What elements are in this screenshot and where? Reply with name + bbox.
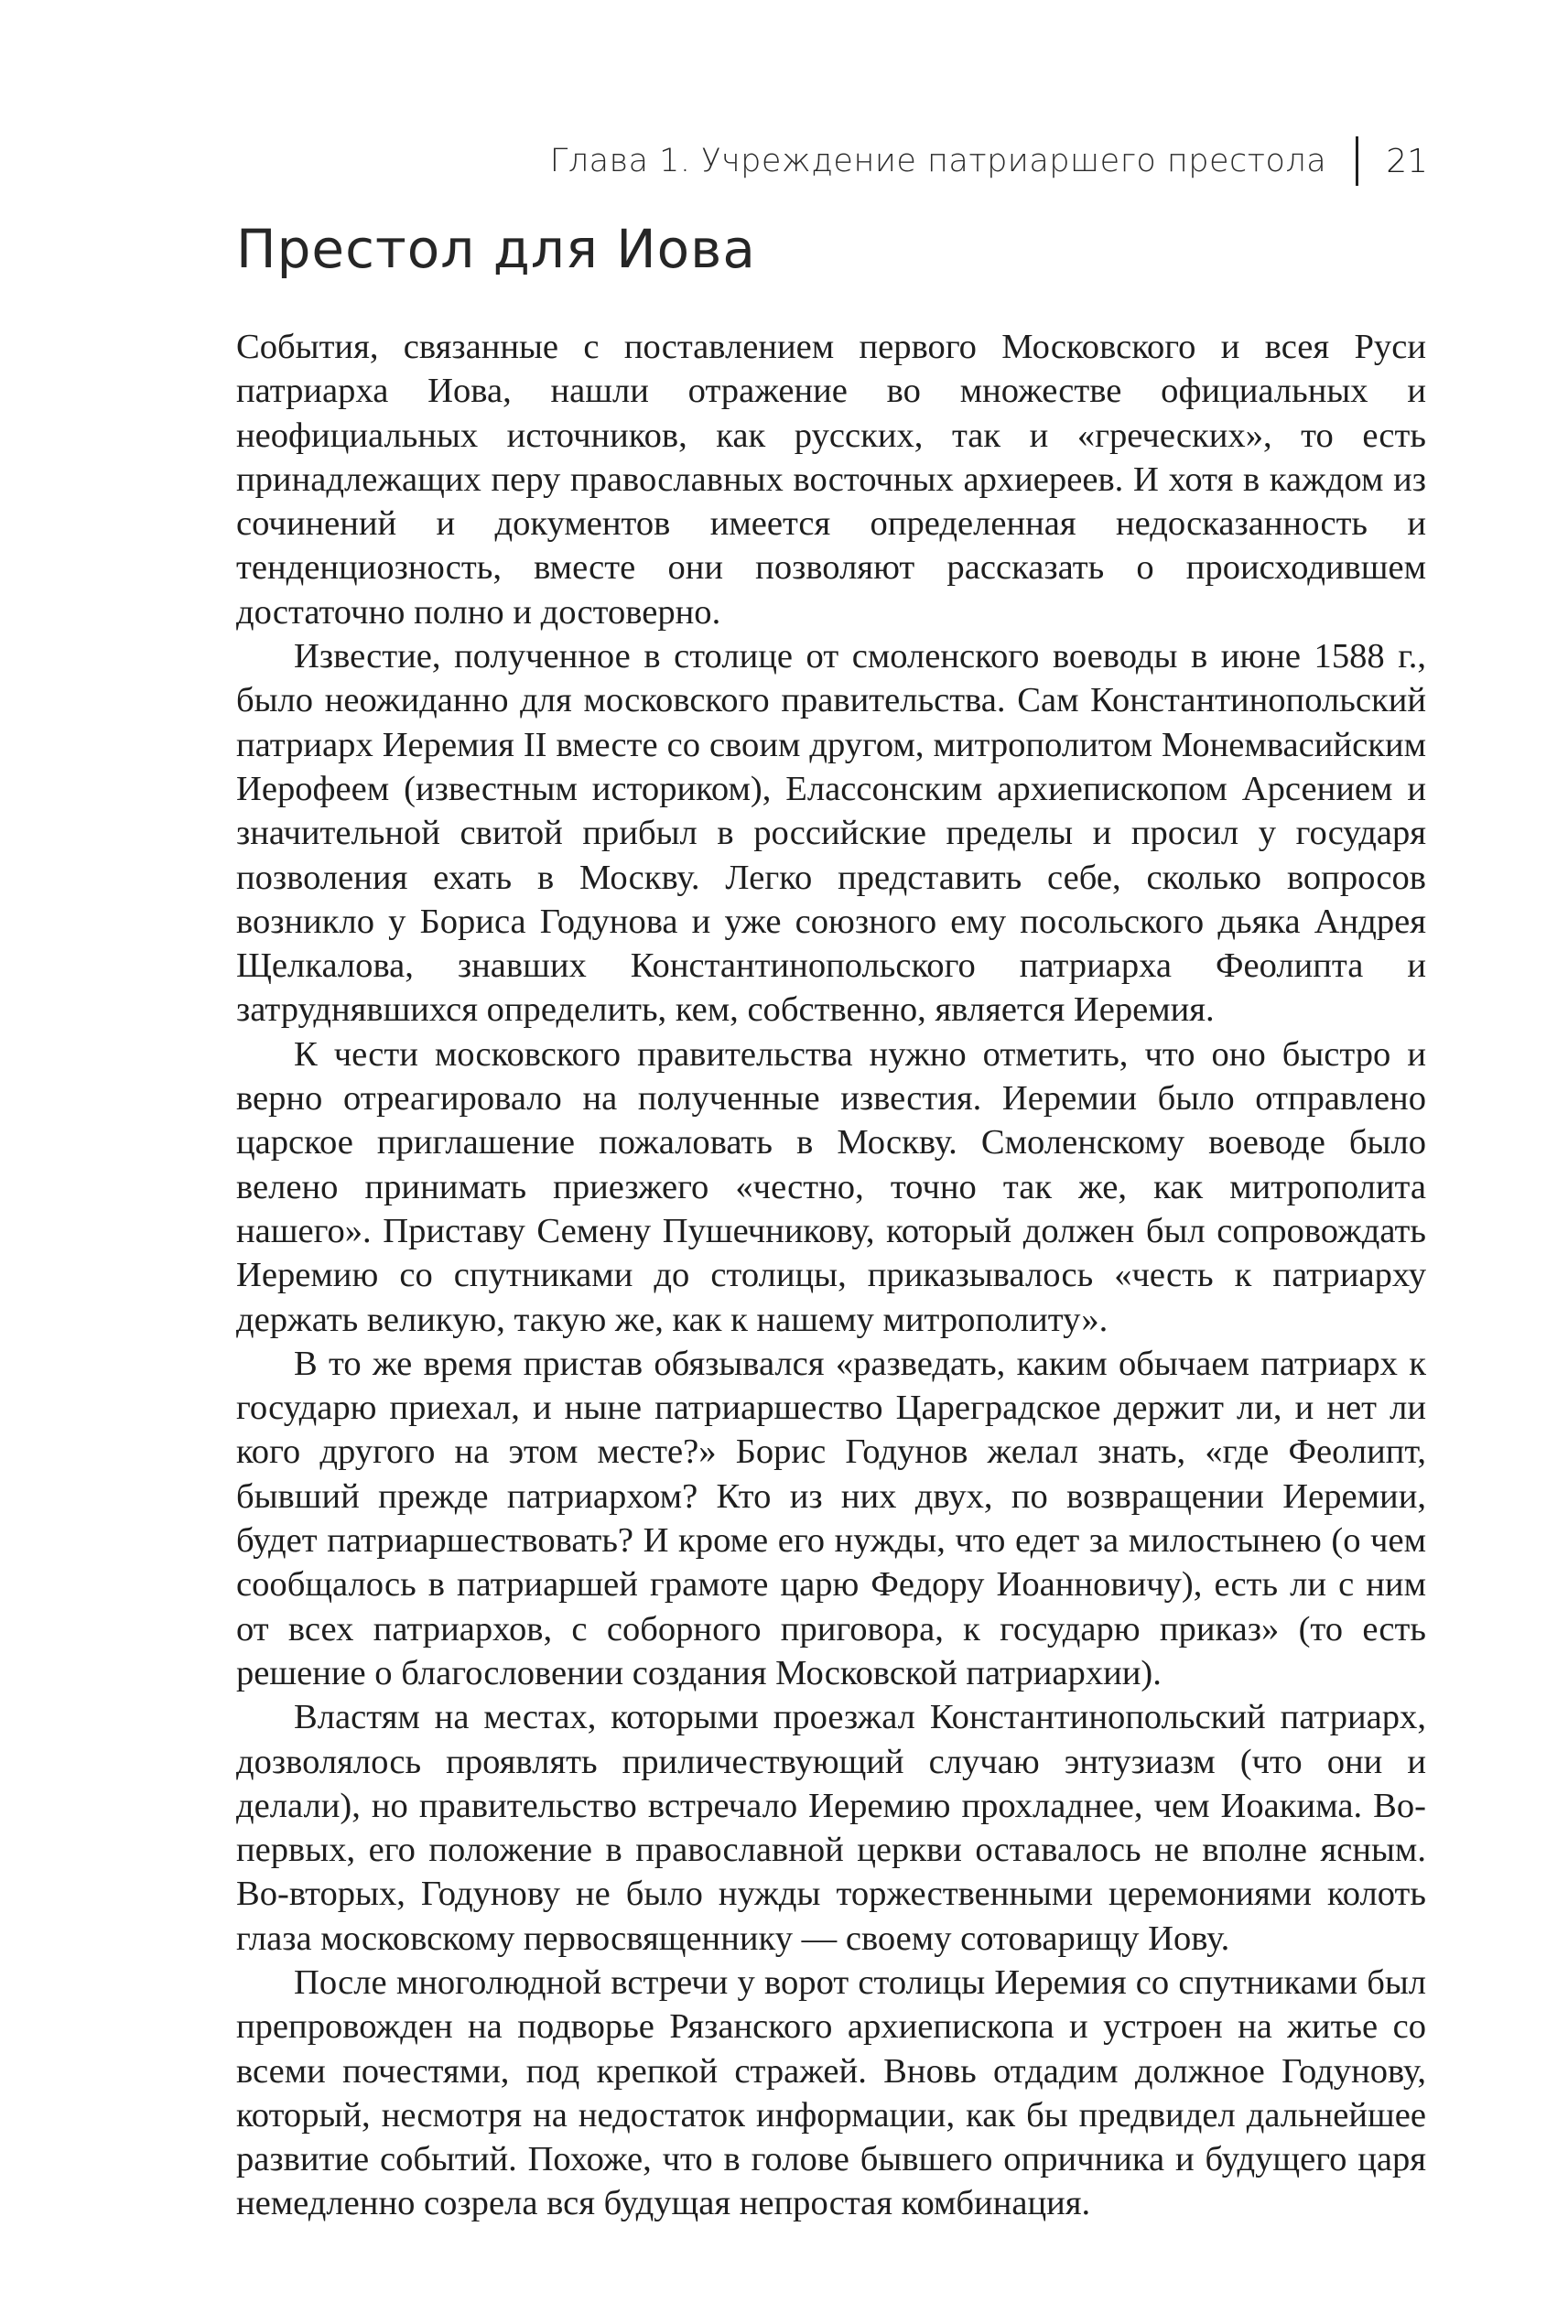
paragraph-4: В то же время пристав обязывался «разведать, каким обычаем патриарх к государю приехал, и ныне патриаршество Цареградское держит ли, и нет ли кого другого на этом месте?» Борис Годунов желал знать, «где Феолипт, бывший прежде патриархом? Кто из них двух, по возвращении Иеремии, будет патриаршествовать? И кроме его нужды, что едет за милостынею (о чем сообщалось в патриаршей грамоте царю Федору Иоанновичу), есть ли с ним от всех патриархов, с соборного приговора, к государю приказ» (то есть решение о благословении создания Московской патриархии). [236, 1344, 1426, 1692]
section-title: Престол для Иова [236, 218, 756, 280]
header-divider [1356, 136, 1358, 186]
running-head [549, 134, 1428, 189]
page-number: 21 [1386, 142, 1428, 180]
chapter-title: Глава 1. Учреждение патриаршего престола [549, 143, 1327, 179]
paragraph-2: Известие, полученное в столице от смоленского воеводы в июне 1588 г., было неожиданно для московского правительства. Сам Константинопольский патриарх Иеремия II вместе со своим другом, митрополитом Монемвасийским Иерофеем (известным историком), Елассонским архиепископом Арсением и значительной свитой прибыл в российские пределы и просил у государя позволения ехать в Москву. Легко представить себе, сколько вопросов возникло у Бориса Годунова и уже союзного ему посольского дьяка Андрея Щелкалова, знавших Константинопольского патриарха Феолипта и затруднявшихся определить, кем, собственно, является Иеремия. [236, 637, 1426, 1030]
body-text [236, 325, 1426, 2226]
paragraph-5: Властям на местах, которыми проезжал Константинопольский патриарх, дозволялось проявлять приличествующий случаю энтузиазм (что они и делали), но правительство встречало Иеремию прохладнее, чем Иоакима. Во-первых, его положение в православной церкви оставалось не вполне ясным. Во-вторых, Годунову не было нужды торжественными церемониями колоть глаза московскому первосвященнику — своему сотоварищу Иову. [236, 1698, 1426, 1958]
paragraph-6: После многолюдной встречи у ворот столицы Иеремия со спутниками был препровожден на подворье Рязанского архиепископа и устроен на житье со всеми почестями, под крепкой стражей. Вновь отдадим должное Годунову, который, несмотря на недостаток информации, как бы предвидел дальнейшее развитие событий. Похоже, что в голове бывшего опричника и будущего царя немедленно созрела вся будущая непростая комбинация. [236, 1962, 1426, 2223]
paragraph-3: К чести московского правительства нужно отметить, что оно быстро и верно отреагировало на полученные известия. Иеремии было отправлено царское приглашение пожаловать в Москву. Смоленскому воеводе было велено принимать приезжего «честно, точно так же, как митрополита нашего». Приставу Семену Пушечникову, который должен был сопровождать Иеремию со спутниками до столицы, приказывалось «честь к патриарху держать великую, такую же, как к нашему митрополиту». [236, 1034, 1426, 1339]
paragraph-1: События, связанные с поставлением первого Московского и всея Руси патриарха Иова, нашли отражение во множестве официальных и неофициальных источников, как русских, так и «греческих», то есть принадлежащих перу православных восточных архиереев. И хотя в каждом из сочинений и документов имеется определенная недосказанность и тенденциозность, вместе они позволяют рассказать о происходившем достаточно полно и достоверно. [236, 328, 1426, 632]
